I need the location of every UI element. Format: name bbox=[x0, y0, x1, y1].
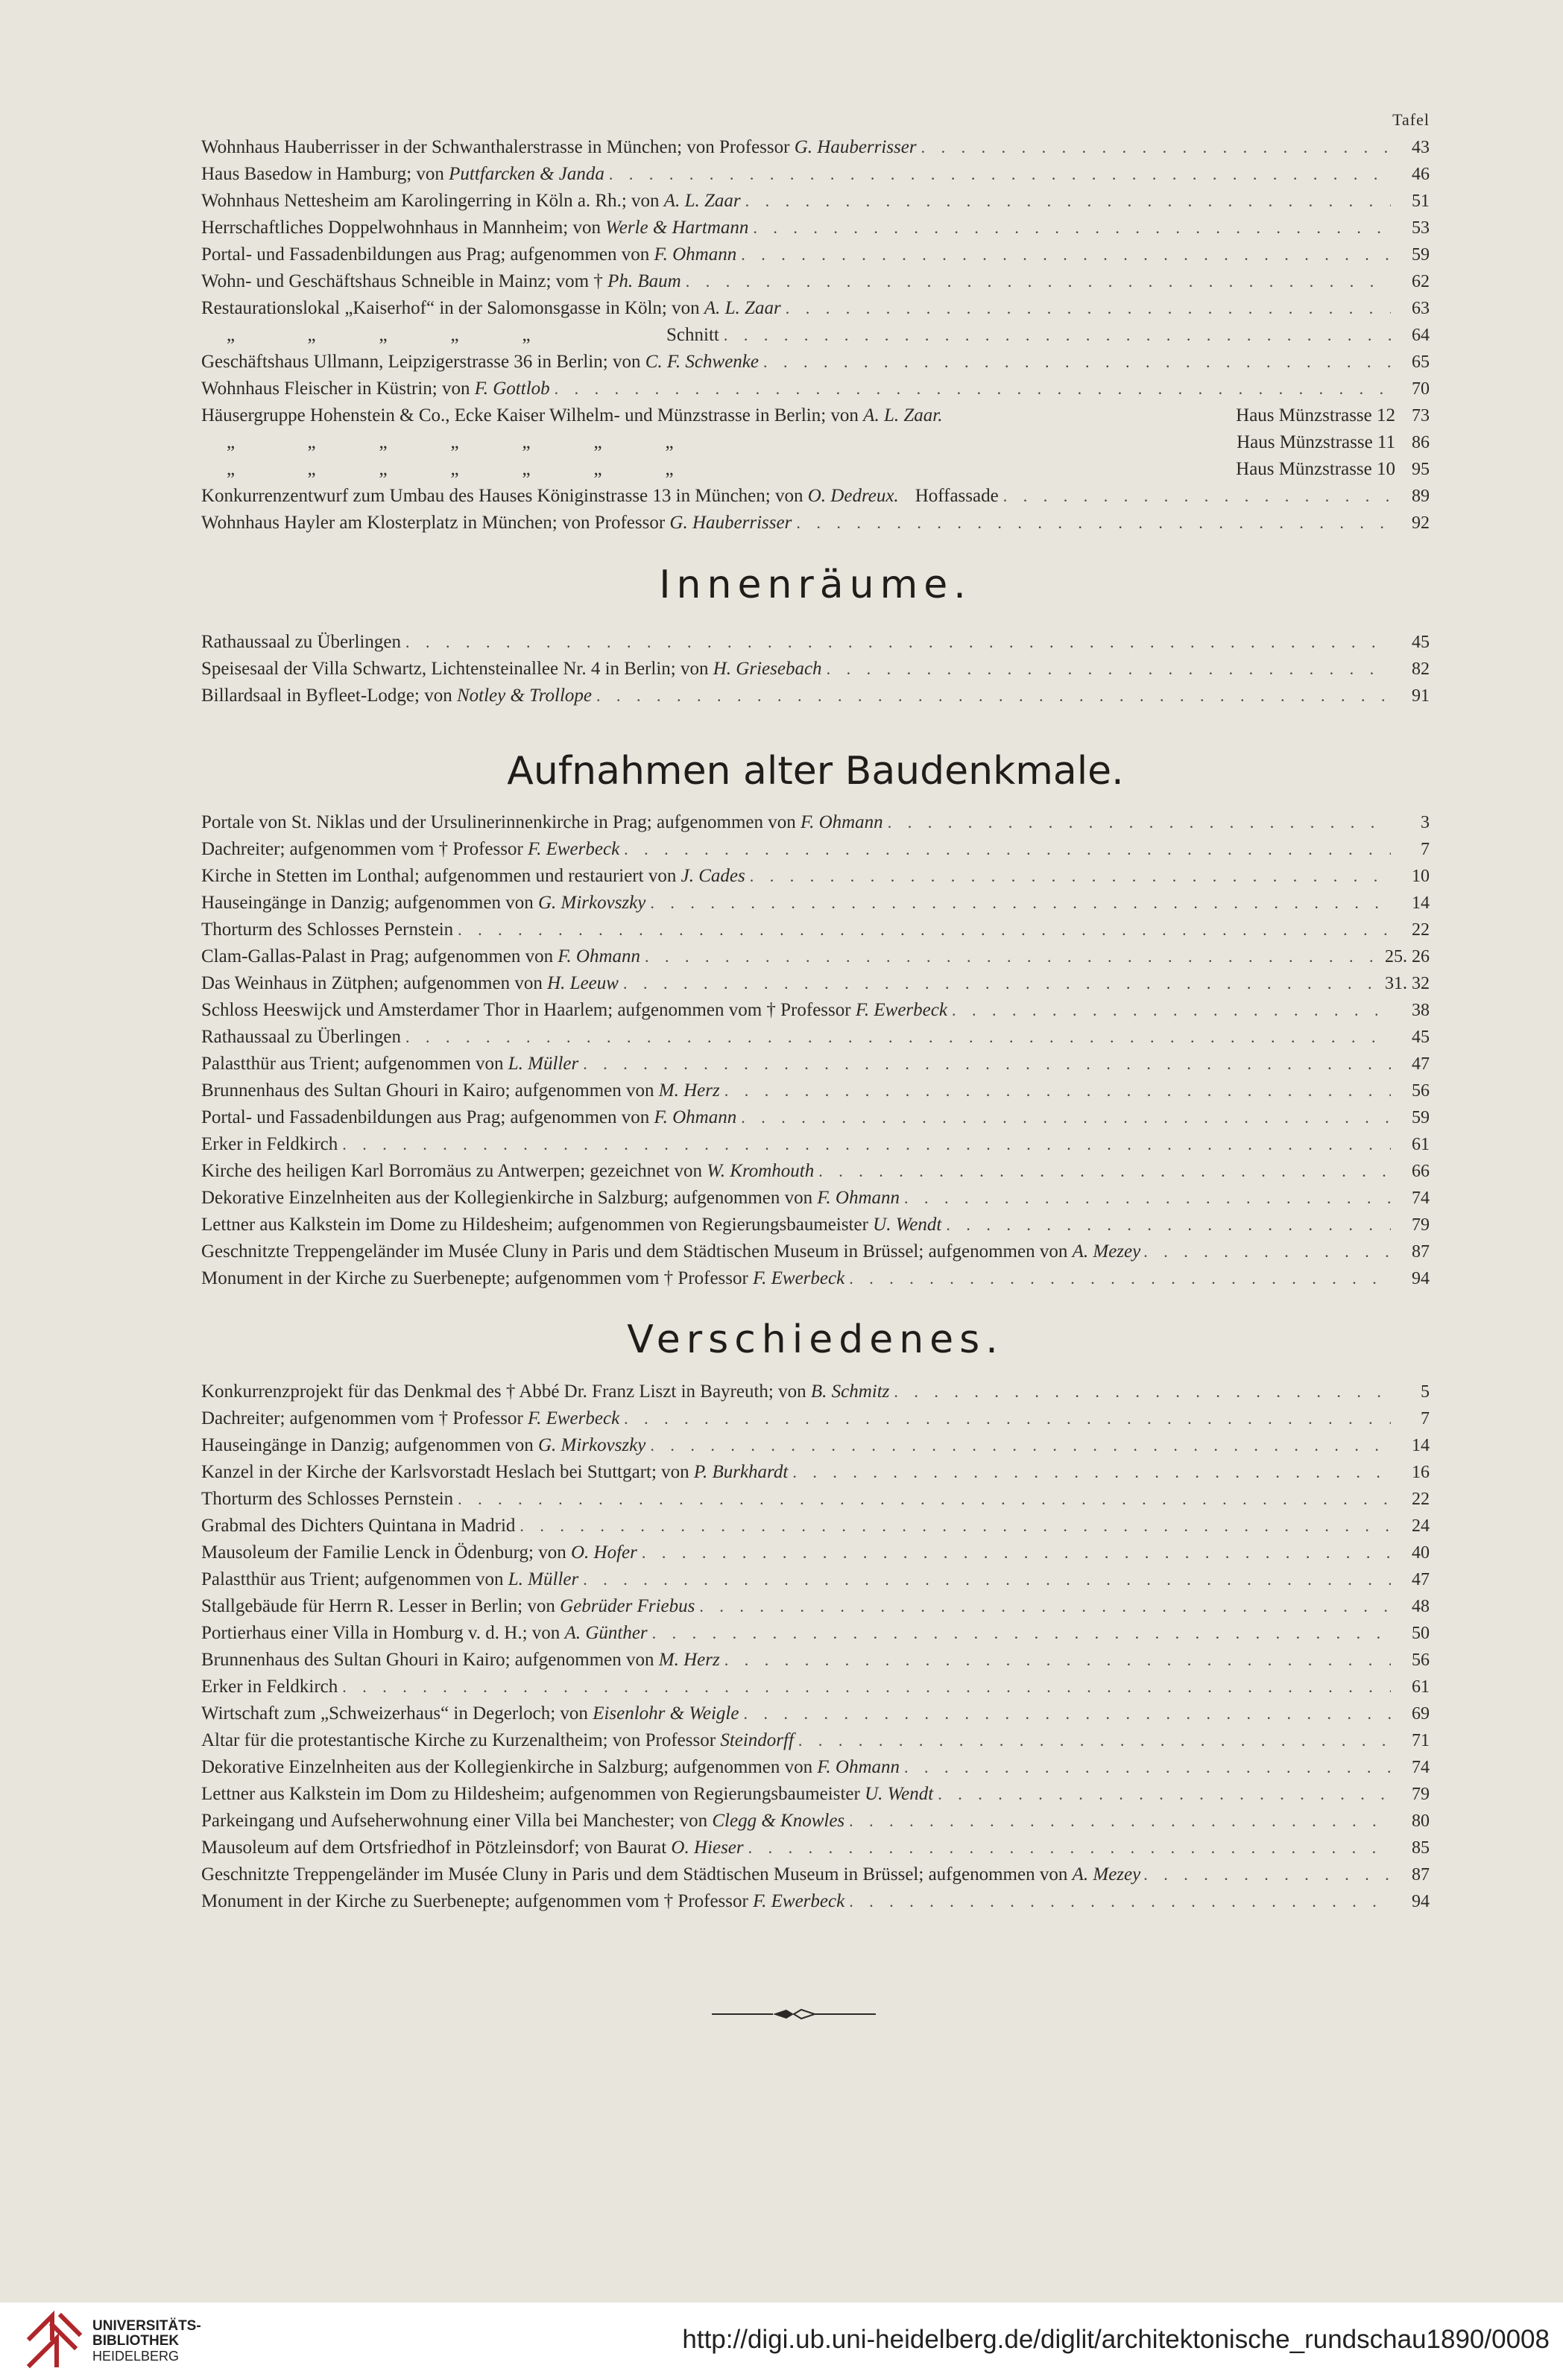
toc-entry[interactable]: Konkurrenzprojekt für das Denkmal des † Abbé Dr. Franz Liszt in Bayreuth; von B. Schmitz . . . 5 bbox=[201, 1379, 1430, 1405]
section-heading-verschiedenes: Verschiedenes. bbox=[627, 1317, 1004, 1362]
toc-entry[interactable]: Dekorative Einzelnheiten aus der Kollegienkirche in Salzburg; aufgenommen von F. Ohmann . . . 74 bbox=[201, 1185, 1430, 1212]
toc-entry[interactable]: Mausoleum auf dem Ortsfriedhof in Pötzleinsdorf; von Baurat O. Hieser . . . 85 bbox=[201, 1835, 1430, 1861]
toc-entry[interactable]: Wohnhaus Hauberrisser in der Schwanthalerstrasse in München; von Professor G. Hauberrisser . . . 43 bbox=[201, 134, 1430, 161]
toc-entry[interactable]: Geschnitzte Treppengeländer im Musée Cluny in Paris und dem Städtischen Museum in Brüssel; aufgenommen von A. Mezey . . . 87 bbox=[201, 1861, 1430, 1888]
toc-entry[interactable]: Wohnhaus Hayler am Klosterplatz in München; von Professor G. Hauberrisser . . . 92 bbox=[201, 510, 1430, 537]
toc-entry[interactable]: Dachreiter; aufgenommen vom † Professor F. Ewerbeck . . . 7 bbox=[201, 836, 1430, 863]
section-heading-innenraeume: Innenräume. bbox=[659, 563, 972, 607]
toc-section-buildings bbox=[201, 134, 1430, 537]
toc-entry[interactable]: Häusergruppe Hohenstein & Co., Ecke Kaiser Wilhelm- und Münzstrasse in Berlin; von A. L. Zaar. Haus Münzstrasse 12 73 bbox=[201, 405, 1430, 425]
toc-entry-ditto[interactable]: „ „ „ „ „ „ „ Haus Münzstrasse 10 95 bbox=[227, 459, 1430, 479]
toc-entry[interactable]: Erker in Feldkirch . . . 61 bbox=[201, 1674, 1430, 1700]
toc-entry[interactable]: Portal- und Fassadenbildungen aus Prag; aufgenommen von F. Ohmann . . . 59 bbox=[201, 1104, 1430, 1131]
digitization-footer bbox=[0, 2303, 1563, 2380]
toc-entry[interactable]: Grabmal des Dichters Quintana in Madrid . . . 24 bbox=[201, 1513, 1430, 1539]
source-url-link[interactable]: http://digi.ub.uni-heidelberg.de/diglit/architektonische_rundschau1890/0008 bbox=[682, 2325, 1550, 2354]
toc-entry[interactable]: Wohnhaus Nettesheim am Karolingerring in Köln a. Rh.; von A. L. Zaar . . . 51 bbox=[201, 188, 1430, 215]
toc-entry[interactable]: Clam-Gallas-Palast in Prag; aufgenommen von F. Ohmann . . . 25. 26 bbox=[201, 943, 1430, 970]
library-name: UNIVERSITÄTS- BIBLIOTHEK HEIDELBERG bbox=[92, 2318, 201, 2364]
toc-entry[interactable]: Lettner aus Kalkstein im Dome zu Hildesheim; aufgenommen von Regierungsbaumeister U. Wendt . . . 79 bbox=[201, 1212, 1430, 1238]
toc-entry[interactable]: Kirche in Stetten im Lonthal; aufgenommen und restauriert von J. Cades . . . 10 bbox=[201, 863, 1430, 890]
toc-entry[interactable]: Monument in der Kirche zu Suerbenepte; aufgenommen vom † Professor F. Ewerbeck . . . 94 bbox=[201, 1888, 1430, 1915]
toc-entry[interactable]: Portal- und Fassadenbildungen aus Prag; aufgenommen von F. Ohmann . . . 59 bbox=[201, 241, 1430, 268]
end-ornament-icon bbox=[712, 2007, 876, 2022]
toc-section-verschiedenes bbox=[201, 1379, 1430, 1915]
toc-entry[interactable]: Dekorative Einzelnheiten aus der Kollegienkirche in Salzburg; aufgenommen von F. Ohmann . . . 74 bbox=[201, 1754, 1430, 1781]
toc-entry-ditto[interactable]: „ „ „ „ „ Schnitt . . . 64 bbox=[201, 322, 1430, 349]
section-heading-alte-baudenkmale: Aufnahmen alter Baudenkmale. bbox=[507, 749, 1124, 794]
toc-entry[interactable]: Portierhaus einer Villa in Homburg v. d. H.; von A. Günther . . . 50 bbox=[201, 1620, 1430, 1647]
toc-entry[interactable]: Rathaussaal zu Überlingen . . . 45 bbox=[201, 629, 1430, 656]
toc-entry[interactable]: Speisesaal der Villa Schwartz, Lichtensteinallee Nr. 4 in Berlin; von H. Griesebach . . . 82 bbox=[201, 656, 1430, 683]
toc-entry[interactable]: Parkeingang und Aufseherwohnung einer Villa bei Manchester; von Clegg & Knowles . . . 80 bbox=[201, 1808, 1430, 1835]
toc-entry[interactable]: Haus Basedow in Hamburg; von Puttfarcken & Janda . . . 46 bbox=[201, 161, 1430, 188]
toc-entry[interactable]: Altar für die protestantische Kirche zu Kurzenaltheim; von Professor Steindorff . . . 71 bbox=[201, 1727, 1430, 1754]
toc-section-alte-baudenkmale bbox=[201, 809, 1430, 1292]
toc-entry[interactable]: Das Weinhaus in Zütphen; aufgenommen von H. Leeuw . . . 31. 32 bbox=[201, 970, 1430, 997]
tafel-column-header: Tafel bbox=[1392, 110, 1430, 129]
toc-entry[interactable]: Kirche des heiligen Karl Borromäus zu Antwerpen; gezeichnet von W. Kromhouth . . . 66 bbox=[201, 1158, 1430, 1185]
toc-entry[interactable]: Wohn- und Geschäftshaus Schneible in Mainz; vom † Ph. Baum . . . 62 bbox=[201, 268, 1430, 295]
toc-entry[interactable]: Geschäftshaus Ullmann, Leipzigerstrasse 36 in Berlin; von C. F. Schwenke . . . 65 bbox=[201, 349, 1430, 376]
toc-entry[interactable]: Brunnenhaus des Sultan Ghouri in Kairo; aufgenommen von M. Herz . . . 56 bbox=[201, 1077, 1430, 1104]
toc-entry[interactable]: Dachreiter; aufgenommen vom † Professor F. Ewerbeck . . . 7 bbox=[201, 1405, 1430, 1432]
toc-entry[interactable]: Wirtschaft zum „Schweizerhaus“ in Degerloch; von Eisenlohr & Weigle . . . 69 bbox=[201, 1700, 1430, 1727]
toc-entry[interactable]: Palastthür aus Trient; aufgenommen von L. Müller . . . 47 bbox=[201, 1051, 1430, 1077]
toc-section-innenraeume bbox=[201, 629, 1430, 709]
toc-entry[interactable]: Herrschaftliches Doppelwohnhaus in Mannheim; von Werle & Hartmann . . . 53 bbox=[201, 215, 1430, 241]
toc-entry[interactable]: Billardsaal in Byfleet-Lodge; von Notley & Trollope . . . 91 bbox=[201, 683, 1430, 709]
toc-entry[interactable]: Hauseingänge in Danzig; aufgenommen von G. Mirkovszky . . . 14 bbox=[201, 1432, 1430, 1459]
toc-entry[interactable]: Stallgebäude für Herrn R. Lesser in Berlin; von Gebrüder Friebus . . . 48 bbox=[201, 1593, 1430, 1620]
toc-entry[interactable]: Thorturm des Schlosses Pernstein . . . 22 bbox=[201, 917, 1430, 943]
toc-entry[interactable]: Erker in Feldkirch . . . 61 bbox=[201, 1131, 1430, 1158]
toc-entry[interactable]: Wohnhaus Fleischer in Küstrin; von F. Gottlob . . . 70 bbox=[201, 376, 1430, 402]
toc-entry[interactable]: Palastthür aus Trient; aufgenommen von L. Müller . . . 47 bbox=[201, 1566, 1430, 1593]
university-library-logo-icon bbox=[22, 2308, 85, 2373]
toc-entry[interactable]: Konkurrenzentwurf zum Umbau des Hauses Königinstrasse 13 in München; von O. Dedreux. Hoffassade . . . 89 bbox=[201, 483, 1430, 510]
toc-entry[interactable]: Portale von St. Niklas und der Ursulinerinnenkirche in Prag; aufgenommen von F. Ohmann . . . 3 bbox=[201, 809, 1430, 836]
toc-entry-ditto[interactable]: „ „ „ „ „ „ „ Haus Münzstrasse 11 86 bbox=[227, 432, 1430, 452]
toc-entry[interactable]: Kanzel in der Kirche der Karlsvorstadt Heslach bei Stuttgart; von P. Burkhardt . . . 16 bbox=[201, 1459, 1430, 1486]
toc-entry[interactable]: Mausoleum der Familie Lenck in Ödenburg; von O. Hofer . . . 40 bbox=[201, 1539, 1430, 1566]
toc-entry[interactable]: Lettner aus Kalkstein im Dom zu Hildesheim; aufgenommen von Regierungsbaumeister U. Wendt . . . 79 bbox=[201, 1781, 1430, 1808]
toc-entry[interactable]: Thorturm des Schlosses Pernstein . . . 22 bbox=[201, 1486, 1430, 1513]
toc-entry[interactable]: Restaurationslokal „Kaiserhof“ in der Salomonsgasse in Köln; von A. L. Zaar . . . 63 bbox=[201, 295, 1430, 322]
toc-entry[interactable]: Rathaussaal zu Überlingen . . . 45 bbox=[201, 1024, 1430, 1051]
toc-entry[interactable]: Geschnitzte Treppengeländer im Musée Cluny in Paris und dem Städtischen Museum in Brüssel; aufgenommen von A. Mezey . . . 87 bbox=[201, 1238, 1430, 1265]
toc-entry[interactable]: Schloss Heeswijck und Amsterdamer Thor in Haarlem; aufgenommen vom † Professor F. Ewerbeck . . . 38 bbox=[201, 997, 1430, 1024]
toc-entry[interactable]: Hauseingänge in Danzig; aufgenommen von G. Mirkovszky . . . 14 bbox=[201, 890, 1430, 917]
toc-entry[interactable]: Brunnenhaus des Sultan Ghouri in Kairo; aufgenommen von M. Herz . . . 56 bbox=[201, 1647, 1430, 1674]
toc-entry[interactable]: Monument in der Kirche zu Suerbenepte; aufgenommen vom † Professor F. Ewerbeck . . . 94 bbox=[201, 1265, 1430, 1292]
